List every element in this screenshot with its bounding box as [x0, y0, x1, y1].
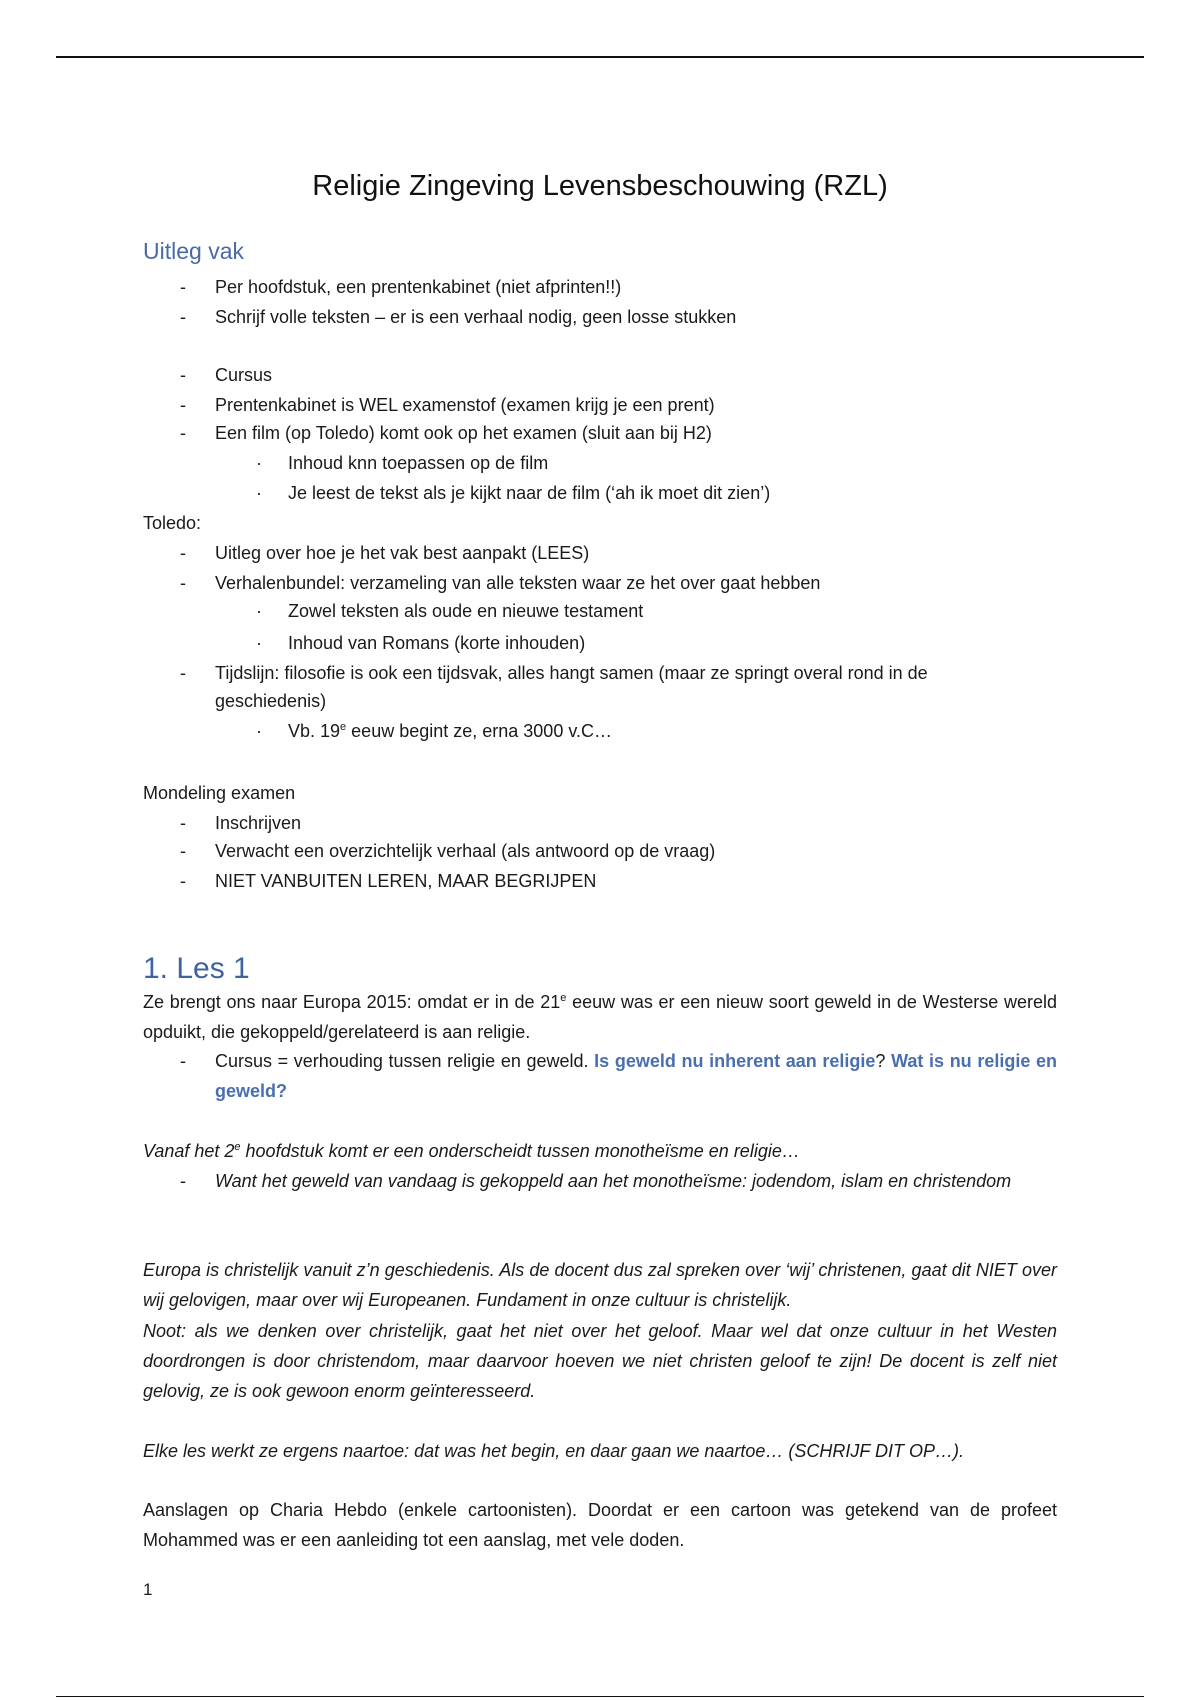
- bullet-dash: -: [180, 277, 186, 297]
- bullet-dash: -: [180, 423, 186, 443]
- bullet-dot: ·: [256, 483, 262, 503]
- bullet-dash: -: [180, 663, 186, 683]
- list-item: Prentenkabinet is WEL examenstof (examen krijg je een prent): [215, 395, 715, 415]
- list-item-timeline-cont: geschiedenis): [215, 691, 327, 711]
- bullet-dot: ·: [256, 721, 262, 741]
- sub-list-item: Inhoud van Romans (korte inhouden): [288, 633, 586, 653]
- bullet-dash: -: [180, 841, 186, 861]
- list-item: Inschrijven: [215, 813, 302, 833]
- bullet-dash: -: [180, 307, 186, 327]
- paragraph-noot: Noot: als we denken over christelijk, gaat het niet over het geloof. Maar wel dat onze cultuur in het Westen doordrongen is door christendom, maar daarvoor hoeven we niet christen geloof te zijn! De docent is zelf niet gelovig, ze is ook gewoon enorm geïnteresseerd.: [143, 1321, 1057, 1401]
- sub-list-item: Je leest de tekst als je kijkt naar de film (‘ah ik moet dit zien’): [288, 483, 771, 503]
- list-item: NIET VANBUITEN LEREN, MAAR BEGRIJPEN: [215, 871, 597, 891]
- bullet-dash: -: [180, 365, 186, 385]
- page-number: 1: [143, 1580, 153, 1599]
- paragraph-elke-les: Elke les werkt ze ergens naartoe: dat was het begin, en daar gaan we naartoe… (SCHRIJF DIT OP…).: [143, 1441, 965, 1461]
- sub-list-item: Inhoud knn toepassen op de film: [288, 453, 549, 473]
- paragraph-europa: Europa is christelijk vanuit z’n geschiedenis. Als de docent dus zal spreken over ‘wij’ christenen, gaat dit NIET over wij gelovigen, maar over wij Europeanen. Fundament in onze cultuur is christelijk.: [143, 1260, 1057, 1310]
- list-item: Per hoofdstuk, een prentenkabinet (niet afprinten!!): [215, 277, 622, 297]
- list-item: Schrijf volle teksten – er is een verhaal nodig, geen losse stukken: [215, 307, 737, 327]
- mondeling-label: Mondeling examen: [143, 783, 296, 803]
- list-item: Verwacht een overzichtelijk verhaal (als antwoord op de vraag): [215, 841, 716, 861]
- bullet-dash: -: [180, 813, 186, 833]
- paragraph-aanslagen: Aanslagen op Charia Hebdo (enkele cartoonisten). Doordat er een cartoon was getekend van de profeet Mohammed was er een aanleiding tot een aanslag, met vele doden.: [143, 1500, 1057, 1550]
- list-item: Cursus: [215, 365, 273, 385]
- toledo-label: Toledo:: [143, 513, 202, 533]
- heading-uitleg-vak: Uitleg vak: [143, 238, 244, 264]
- list-item: Een film (op Toledo) komt ook op het examen (sluit aan bij H2): [215, 423, 712, 443]
- bullet-dot: ·: [256, 633, 262, 653]
- list-item: Uitleg over hoe je het vak best aanpakt (LEES): [215, 543, 590, 563]
- document-title: Religie Zingeving Levensbeschouwing (RZL): [312, 170, 888, 202]
- list-item: Verhalenbundel: verzameling van alle teksten waar ze het over gaat hebben: [215, 573, 821, 593]
- bullet-dash: -: [180, 573, 186, 593]
- sub-list-item: Zowel teksten als oude en nieuwe testament: [288, 601, 644, 621]
- bullet-dot: ·: [256, 601, 262, 621]
- header-rule: [56, 56, 1144, 58]
- bullet-dash: -: [180, 395, 186, 415]
- bullet-dash: -: [180, 1171, 186, 1191]
- list-item-timeline: Tijdslijn: filosofie is ook een tijdsvak, alles hangt samen (maar ze springt overal rond in de: [215, 663, 928, 683]
- footer-rule: [56, 1696, 1144, 1697]
- heading-les-1: 1. Les 1: [143, 952, 250, 985]
- list-item-want: Want het geweld van vandaag is gekoppeld aan het monotheïsme: jodendom, islam en christendom: [215, 1171, 1012, 1191]
- bullet-dot: ·: [256, 453, 262, 473]
- bullet-dash: -: [180, 543, 186, 563]
- bullet-dash: -: [180, 1051, 186, 1071]
- paragraph-vanaf: Vanaf het 2e hoofdstuk komt er een onderscheidt tussen monotheïsme en religie…: [143, 1141, 800, 1161]
- list-item-cursus: Cursus = verhouding tussen religie en geweld. Is geweld nu inherent aan religie? Wat is nu religie en geweld?: [215, 1051, 1057, 1101]
- paragraph-intro: Ze brengt ons naar Europa 2015: omdat er in de 21e eeuw was er een nieuw soort geweld in de Westerse wereld opduikt, die gekoppeld/gerelateerd is aan religie.: [143, 992, 1057, 1042]
- sub-list-item: Vb. 19e eeuw begint ze, erna 3000 v.C…: [288, 721, 612, 741]
- bullet-dash: -: [180, 871, 186, 891]
